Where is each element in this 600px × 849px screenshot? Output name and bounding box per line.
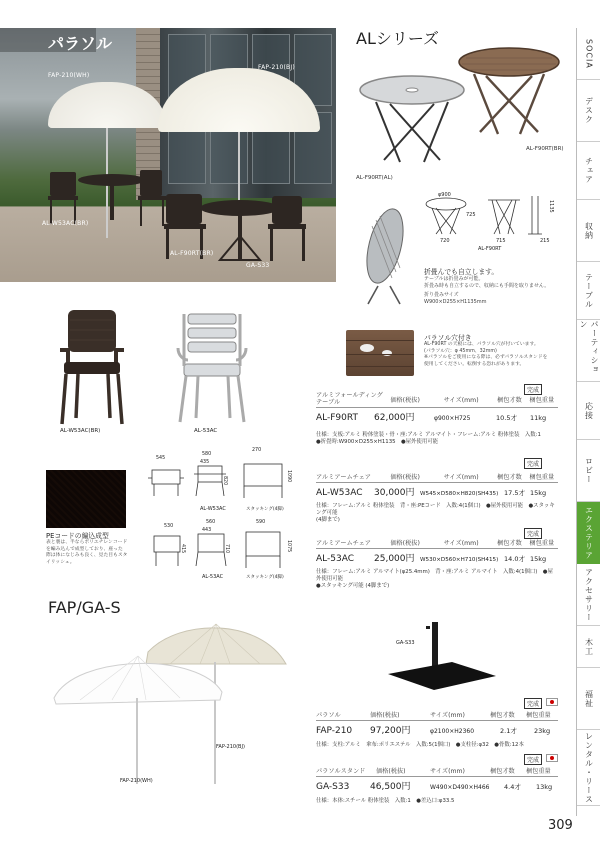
folded-table-image	[352, 206, 418, 306]
spec-f90rt	[316, 392, 558, 446]
photo-label-alf90rt: AL-F90RT(BR)	[170, 250, 214, 257]
photo-label-gas33: GA-S33	[246, 262, 270, 269]
spec-w53ac-price: 30,000円	[374, 488, 415, 498]
category-sidebar	[576, 28, 600, 816]
spec-fap210-size: φ2100×H2360	[430, 728, 475, 735]
dim-chair-580: 580	[202, 452, 212, 457]
parasol-hole-title: パラソル穴付き	[424, 334, 472, 342]
dim-d900: φ900	[438, 192, 451, 198]
spec-fap210	[316, 710, 558, 749]
dim-w720: 720	[440, 238, 450, 244]
spec-f90rt-category: アルミフォールディング テーブル	[316, 392, 383, 406]
spec-gas33-h-weight: 梱包重量	[526, 768, 551, 775]
spec-w53ac-h-weight: 梱包重量	[529, 474, 555, 481]
fap-label-wh: FAP-210(WH)	[120, 778, 153, 784]
chair-w53-diagram-label: AL-W53AC	[200, 506, 226, 512]
chair-w53-dimension-drawing	[146, 458, 296, 508]
hero-photo	[0, 28, 336, 282]
dim-model: AL-F90RT	[478, 246, 502, 252]
photo-label-alw53ac: AL-W53AC(BR)	[42, 220, 89, 227]
badge-gas33: 完成	[524, 754, 542, 765]
spec-gas33-h-vol: 梱包才数	[490, 768, 515, 775]
spec-fap210-model: FAP-210	[316, 726, 353, 736]
sidebar-tab-2[interactable]: チェア	[577, 142, 600, 200]
spec-ac53-size: W530×D560×H710(SH415)	[420, 557, 499, 563]
dim-chair2-560: 560	[206, 520, 216, 525]
spec-f90rt-size: φ900×H725	[434, 415, 471, 422]
badge-f90rt: 完成	[524, 384, 542, 395]
spec-gas33-category: パラソルスタンド	[316, 768, 366, 775]
sidebar-tab-6[interactable]: 応接	[577, 382, 600, 440]
al-series-title: ALシリーズ	[356, 29, 440, 48]
spec-f90rt-weight: 11kg	[530, 414, 547, 422]
sidebar-tab-10[interactable]: 木工	[577, 626, 600, 668]
spec-gas33-h-price: 価格(税抜)	[376, 768, 406, 775]
dim-chair2-415: 415	[180, 544, 185, 554]
spec-f90rt-h-size: サイズ(mm)	[443, 397, 479, 404]
badge-ac53: 完成	[524, 528, 542, 539]
parasol-hole-line4: 使用してください。転倒する恐れがあります。	[424, 361, 525, 367]
page-number: 309	[548, 818, 573, 833]
spec-gas33	[316, 766, 558, 805]
spec-f90rt-h-price: 価格(税抜)	[390, 397, 420, 404]
spec-ac53-category: アルミアームチェア	[316, 540, 371, 547]
sidebar-tab-8[interactable]: エクステリア	[577, 502, 600, 564]
spec-w53ac-vol: 17.5才	[504, 489, 525, 497]
chair-ac-diagram-label: AL-53AC	[202, 574, 224, 580]
spec-fap210-category: パラソル	[316, 712, 341, 719]
spec-ac53-h-vol: 梱包才数	[497, 540, 522, 547]
flag-icon	[546, 754, 558, 762]
sidebar-tab-12[interactable]: レンタル・リース	[577, 730, 600, 806]
fold-size: W900×D255×H1135mm	[424, 299, 487, 305]
spec-w53ac-note2: (4脚まで)	[316, 517, 340, 523]
dim-w715: 715	[496, 238, 506, 244]
spec-ac53-h-weight: 梱包重量	[529, 540, 555, 547]
parasol-hole-line1: AL-F90RT の天板には、パラソル穴が付いています。	[424, 342, 539, 347]
spec-gas33-size: W490×D490×H466	[430, 784, 490, 791]
spec-fap210-h-vol: 梱包才数	[490, 712, 515, 719]
badge-fap210: 完成	[524, 698, 542, 709]
sidebar-tab-3[interactable]: 収納	[577, 200, 600, 262]
weave-title: PEコードの編込成型	[46, 532, 109, 540]
spec-w53ac	[316, 472, 558, 524]
spec-f90rt-model: AL-F90RT	[316, 413, 358, 423]
spec-ac53-note1: 仕様：フレーム:アルミ アルマイト(φ25.4mm) 背・座:アルミ アルマイト 入数:4(1個口) ●屋外使用可能	[316, 569, 553, 582]
spec-gas33-vol: 4.4才	[504, 783, 521, 791]
sidebar-tab-9[interactable]: アクセサリー	[577, 564, 600, 626]
dim-chair2-h1075: 1075	[286, 540, 291, 553]
spec-fap210-h-size: サイズ(mm)	[430, 712, 465, 719]
spec-ac53-note2: ●スタッキング可能 (4脚まで)	[316, 583, 390, 589]
spec-fap210-weight: 23kg	[534, 727, 551, 735]
weave-text: 表と裏は、半ならポリエチレンコード を編み込んで成型しており、座った 際は体になじみも良く、見た目もスタ イリッシュ。	[46, 540, 128, 565]
sidebar-tab-4[interactable]: テーブル	[577, 262, 600, 320]
fold-line2: 折畳み時も自立するので、収納にも手間を取りません。	[424, 283, 550, 289]
spec-ac53-price: 25,000円	[374, 554, 415, 564]
chair-stack-note2: スタッキング(4脚)	[246, 575, 284, 580]
spec-w53ac-h-price: 価格(税抜)	[390, 474, 420, 481]
spec-ac53-weight: 15kg	[530, 555, 547, 563]
parasol-hole-line2: (パラソル穴：φ 45mm、32mm)	[424, 348, 497, 354]
spec-w53ac-model: AL-W53AC	[316, 488, 363, 498]
spec-gas33-model: GA-S33	[316, 782, 350, 792]
dim-chair2-443: 443	[202, 528, 212, 533]
section-title: パラソル	[48, 34, 113, 53]
sidebar-tab-5[interactable]: パーティション	[577, 320, 600, 382]
dim-chair-545: 545	[156, 456, 166, 461]
fap-umbrellas-image	[50, 612, 290, 792]
fold-title: 折畳んでも自立します。	[424, 268, 499, 276]
table-br-image	[456, 44, 562, 144]
table-label-br: AL-F90RT(BR)	[526, 146, 564, 152]
parasol-hole-line3: ※パラソルをご使用になる際は、必ずパラソルスタンドを	[424, 355, 548, 360]
fap-title: FAP/GA-S	[48, 598, 121, 617]
parasol-hole-image	[346, 330, 414, 376]
spec-f90rt-h-vol: 梱包才数	[497, 397, 522, 404]
spec-f90rt-price: 62,000円	[374, 413, 415, 423]
photo-label-fap210bj: FAP-210(BJ)	[258, 64, 295, 71]
dim-chair-435: 435	[200, 460, 210, 465]
spec-fap210-price: 97,200円	[370, 726, 411, 736]
dim-h1135: 1135	[548, 200, 554, 213]
spec-w53ac-h-size: サイズ(mm)	[443, 474, 479, 481]
spec-fap210-h-price: 価格(税抜)	[370, 712, 400, 719]
spec-w53ac-weight: 15kg	[530, 489, 547, 497]
dim-chair-270: 270	[252, 448, 262, 453]
chair-ac-image	[174, 308, 254, 426]
chair-caption-ac: AL-53AC	[194, 428, 218, 434]
spec-f90rt-vol: 10.5才	[496, 414, 517, 422]
badge-w53ac: 完成	[524, 458, 542, 469]
sidebar-tab-7[interactable]: ロビー	[577, 440, 600, 502]
spec-ac53-vol: 14.0才	[504, 555, 525, 563]
spec-w53ac-h-vol: 梱包才数	[497, 474, 522, 481]
parasol-hole-caption	[424, 332, 554, 368]
sidebar-tab-11[interactable]: 福祉	[577, 668, 600, 730]
spec-ac53-h-price: 価格(税抜)	[390, 540, 420, 547]
spec-w53ac-category: アルミアームチェア	[316, 474, 371, 481]
spec-gas33-price: 46,500円	[370, 782, 411, 792]
weave-image	[46, 470, 126, 528]
fap-label-bj: FAP-210(BJ)	[216, 744, 245, 750]
chair-br-image	[54, 306, 130, 426]
stand-label: GA-S33	[396, 640, 415, 646]
chair-caption-br: AL-W53AC(BR)	[60, 428, 101, 434]
stand-image	[382, 616, 502, 696]
sidebar-tab-1[interactable]: デスク	[577, 80, 600, 142]
spec-gas33-note1: 仕様：本体:スチール 粉体塗装 入数:1 ●差込口:φ33.5	[316, 798, 455, 804]
fold-line1: テーブルは折畳みが可能。	[424, 276, 484, 282]
spec-ac53-model: AL-53AC	[316, 554, 354, 564]
spec-fap210-vol: 2.1才	[500, 727, 517, 735]
fold-size-label: 折り畳みサイズ	[424, 292, 459, 298]
spec-fap210-h-weight: 梱包重量	[526, 712, 551, 719]
sidebar-tab-0[interactable]: SOCIA	[577, 28, 600, 80]
spec-ac53	[316, 538, 558, 590]
spec-w53ac-size: W545×D580×H820(SH435)	[420, 491, 499, 497]
dim-chair2-590: 590	[256, 520, 266, 525]
dim-chair2-710: 710	[224, 544, 229, 554]
spec-ac53-h-size: サイズ(mm)	[443, 540, 479, 547]
flag-icon	[546, 698, 558, 706]
weave-caption	[46, 530, 128, 566]
dim-chair-h1090: 1090	[286, 470, 291, 483]
chair-stack-note1: スタッキング(4脚)	[246, 507, 284, 512]
spec-fap210-note1: 仕様：支柱:アルミ 傘布:ポリエステル 入数:5(1個口) ●支柱径:φ32 ●骨数:12本	[316, 742, 524, 748]
spec-f90rt-note2: ●折畳時:W900×D255×H1135 ●屋外使用可能	[316, 439, 438, 445]
dim-chair-820: 820	[222, 476, 227, 486]
spec-w53ac-note1: 仕様：フレーム:アルミ 粉体塗装 背・座:PEコード 入数:4(1個口) ●屋外使用可能 ●スタッキング可能	[316, 503, 555, 516]
table-label-al: AL-F90RT(AL)	[356, 175, 393, 181]
chair-ac-dimension-drawing	[146, 528, 296, 578]
dim-chair2-530: 530	[164, 524, 174, 529]
spec-f90rt-h-weight: 梱包重量	[529, 397, 555, 404]
spec-f90rt-note1: 仕様：支板:アルミ 粉体塗装・骨・座:アルミ アルマイト・フレーム:アルミ 粉体塗装 入数:1	[316, 432, 541, 438]
photo-label-fap210wh: FAP-210(WH)	[48, 72, 90, 79]
spec-gas33-weight: 13kg	[536, 783, 553, 791]
fold-caption	[424, 266, 556, 306]
dim-d215: 215	[540, 238, 550, 244]
dim-h725: 725	[466, 212, 476, 218]
spec-gas33-h-size: サイズ(mm)	[430, 768, 465, 775]
